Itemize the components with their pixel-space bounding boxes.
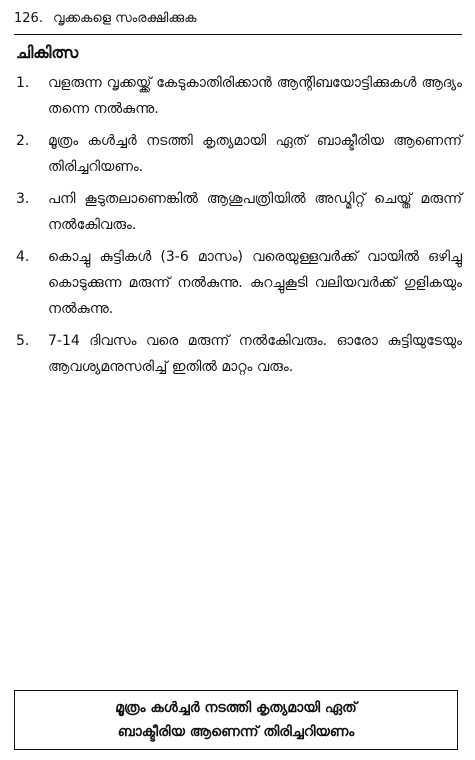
item-text: കൊച്ചു കുട്ടികൾ (3-6 മാസം) വരെയുള്ളവർക്ക് വായിൽ ഒഴിച്ചു കൊടുക്കുന്ന മരുന്ന് നൽകുന്നു. കുറച്ചുകൂടി വലിയവർക്ക് ഗുളികയും നൽകുന്നു. xyxy=(48,249,462,317)
item-text: മൂത്രം കൾച്ചർ നടത്തി കൃത്യമായി ഏത് ബാക്ടീരിയ ആണെന്ന് തിരിച്ചറിയണം. xyxy=(48,133,462,175)
item-number: 4. xyxy=(16,249,30,265)
item-text: പനി കൂടുതലാണെങ്കിൽ ആശുപത്രിയിൽ അഡ്മിറ്റ് ചെയ്ത് മരുന്ന് നൽകേിവരും. xyxy=(48,191,462,233)
item-number: 5. xyxy=(16,333,30,349)
list-item xyxy=(16,244,462,322)
list-item xyxy=(16,70,462,122)
callout-line: ബാക്ടീരിയ ആണെന്ന് തിരിച്ചറിയണം xyxy=(117,724,355,740)
item-number: 3. xyxy=(16,191,30,207)
chapter-title: വൃക്കകളെ സംരക്ഷിക്കുക xyxy=(53,11,197,26)
list-item xyxy=(16,128,462,180)
item-number: 2. xyxy=(16,133,30,149)
list-item xyxy=(16,328,462,380)
list-item xyxy=(16,186,462,238)
item-number: 1. xyxy=(16,75,30,91)
callout-box xyxy=(14,690,458,750)
item-text: 7-14 ദിവസം വരെ മരുന്ന് നൽകേിവരും. ഓരോ കുട്ടിയുടേയും ആവശ്യമനുസരിച്ച് ഇതിൽ മാറ്റം വരും. xyxy=(48,333,462,375)
treatment-list xyxy=(16,70,462,386)
page-number: 126. xyxy=(14,11,43,26)
section-title: ചികിത്സ xyxy=(16,43,79,62)
callout-line: മൂത്രം കൾച്ചർ നടത്തി കൃത്യമായി ഏത് xyxy=(115,700,357,716)
page-header xyxy=(14,8,462,35)
item-text: വളരുന്ന വൃക്കയ്ക്ക് കേടുകാതിരിക്കാൻ ആന്റിബയോട്ടിക്കുകൾ ആദ്യം തന്നെ നൽകുന്നു. xyxy=(48,75,462,117)
